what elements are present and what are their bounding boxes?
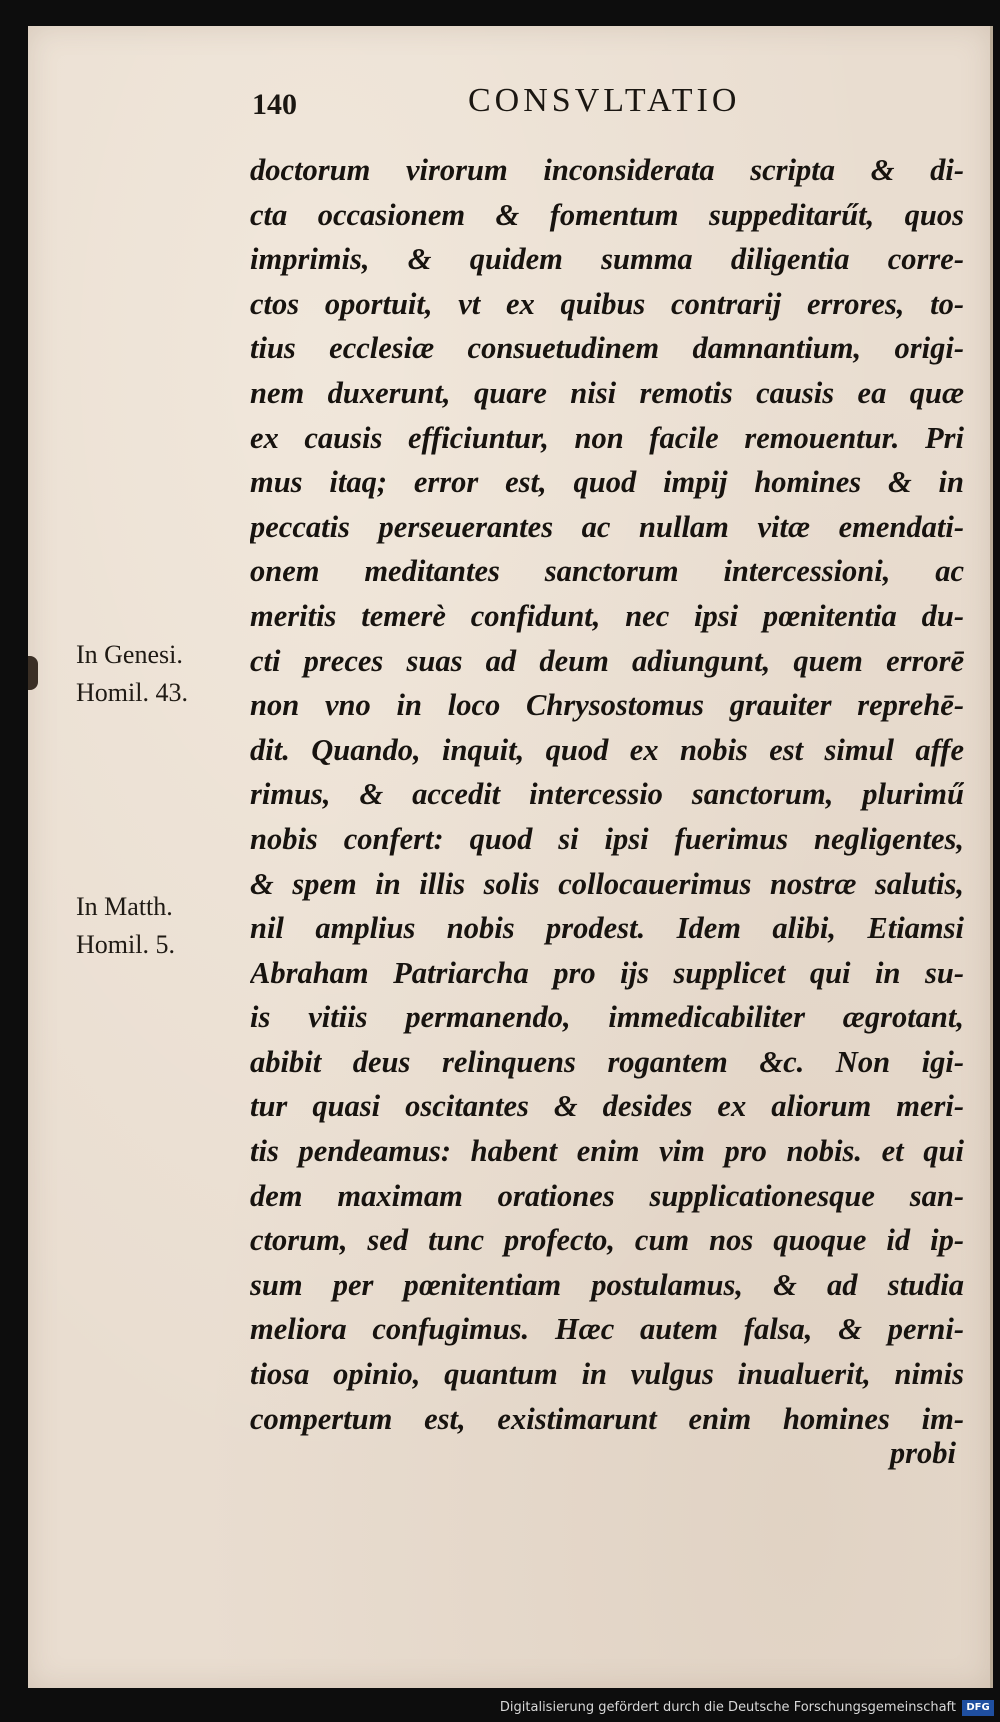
text-line: non vno in loco Chrysostomus grauiter reprehē- [250, 688, 964, 723]
text-line: ctorum, sed tunc profecto, cum nos quoque id ip- [250, 1223, 964, 1258]
text-line: ctos oportuit, vt ex quibus contrarij errores, to- [250, 286, 964, 321]
text-line: ex causis efficiuntur, non facile remouentur. Pri [250, 420, 964, 455]
text-line: cta occasionem & fomentum suppeditarűt, quos [250, 197, 964, 232]
text-line: compertum est, existimarunt enim homines im- [250, 1401, 964, 1436]
text-line: meritis temerè confidunt, nec ipsi pœnitentia du- [250, 598, 964, 633]
text-line: sum per pœnitentiam postulamus, & ad studia [250, 1267, 964, 1302]
text-line: tis pendeamus: habent enim vim pro nobis. et qui [250, 1134, 964, 1169]
marginal-note-line: Homil. 43. [76, 678, 188, 707]
text-line: onem meditantes sanctorum intercessioni, ac [250, 554, 964, 589]
text-line: nobis confert: quod si ipsi fuerimus negligentes, [250, 821, 964, 856]
text-line: tiosa opinio, quantum in vulgus inualuerit, nimis [250, 1357, 964, 1392]
marginal-note-genesis [76, 636, 188, 712]
running-head: CONSVLTATIO [468, 82, 741, 119]
text-line: Abraham Patriarcha pro ijs supplicet qui in su- [250, 955, 964, 990]
text-line: & spem in illis solis collocauerimus nostræ salutis, [250, 866, 964, 901]
text-line: tius ecclesiæ consuetudinem damnantium, origi- [250, 331, 964, 366]
text-line: abibit deus relinquens rogantem &c. Non igi- [250, 1044, 964, 1079]
text-line: nem duxerunt, quare nisi remotis causis ea quæ [250, 375, 964, 410]
text-line: nil amplius nobis prodest. Idem alibi, Etiamsi [250, 911, 964, 946]
marginal-note-line: In Matth. [76, 892, 173, 921]
dfg-logo: DFG [962, 1700, 994, 1716]
book-page [28, 26, 993, 1688]
page-number: 140 [252, 88, 297, 121]
text-line: doctorum virorum inconsiderata scripta & di- [250, 153, 964, 187]
text-line: meliora confugimus. Hæc autem falsa, & perni- [250, 1312, 964, 1347]
footer-strip [0, 1692, 1000, 1722]
marginal-note-line: In Genesi. [76, 640, 183, 669]
text-line: cti preces suas ad deum adiungunt, quem errorē [250, 643, 964, 678]
text-line: dem maximam orationes supplicationesque san- [250, 1178, 964, 1213]
marginal-note-matthew [76, 888, 175, 964]
catchword: probi [889, 1436, 956, 1470]
text-line: peccatis perseuerantes ac nullam vitæ emendati- [250, 509, 964, 544]
page-header [28, 72, 990, 132]
text-line: is vitiis permanendo, immedicabiliter ægrotant, [250, 1000, 964, 1035]
marginal-note-line: Homil. 5. [76, 930, 175, 959]
text-line: tur quasi oscitantes & desides ex aliorum meri- [250, 1089, 964, 1124]
funding-credit: Digitalisierung gefördert durch die Deutsche Forschungsgemeinschaft [499, 1700, 956, 1715]
text-line: rimus, & accedit intercessio sanctorum, plurimű [250, 777, 964, 812]
text-line: mus itaq; error est, quod impij homines & in [250, 465, 964, 500]
binding-mark [28, 656, 38, 690]
text-line: imprimis, & quidem summa diligentia corre- [250, 242, 964, 277]
body-text [250, 148, 964, 1441]
text-line: dit. Quando, inquit, quod ex nobis est simul affe [250, 732, 964, 767]
